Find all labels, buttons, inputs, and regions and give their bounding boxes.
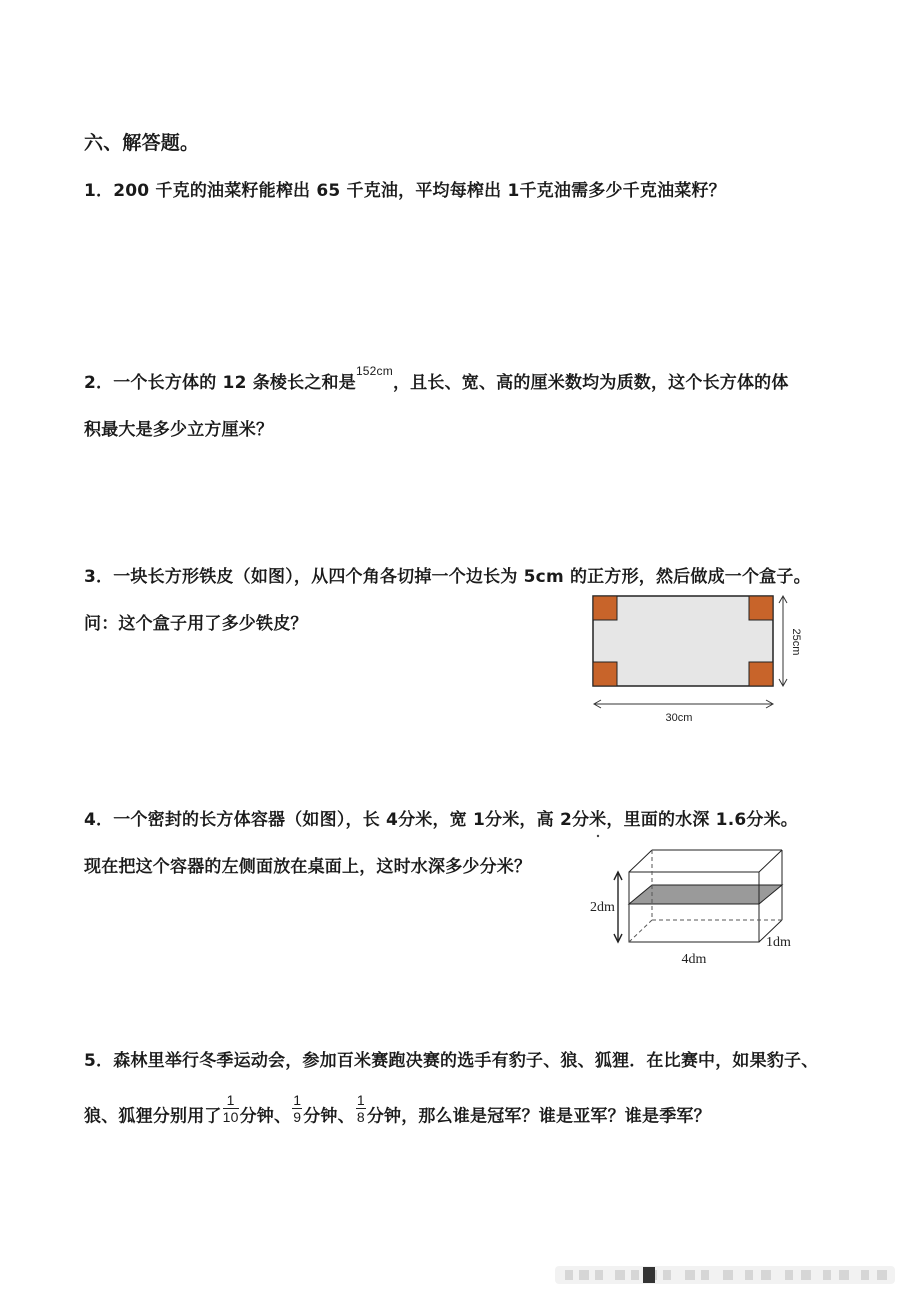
watermark-strip (555, 1262, 900, 1288)
corner-square-bottom-right (749, 662, 773, 686)
height-arrow (614, 872, 622, 942)
width-arrow (594, 700, 773, 708)
question-3-line-2: 问：这个盒子用了多少铁皮？ (84, 614, 308, 634)
iron-sheet-figure (585, 590, 805, 730)
question-2-value: 152cm (355, 364, 393, 378)
question-5-line-1: 5．森林里举行冬季运动会，参加百米赛跑决赛的选手有豹子、狼、狐狸．在比赛中，如果豹子、 (84, 1051, 819, 1071)
question-2-pre: 2．一个长方体的 12 条棱长之和是 (84, 373, 356, 393)
question-5-pre: 狼、狐狸分别用了 (84, 1106, 222, 1127)
question-5-post: 分钟，那么谁是冠军？谁是亚军？谁是季军？ (366, 1106, 711, 1127)
corner-square-bottom-left (593, 662, 617, 686)
question-2-post: ，且长、宽、高的厘米数均为质数，这个长方体的体 (392, 373, 789, 393)
question-1: 1．200 千克的油菜籽能榨出 65 千克油，平均每榨出 1千克油需多少千克油菜籽？ (84, 181, 726, 201)
question-2-line-2: 积最大是多少立方厘米？ (84, 420, 274, 440)
container-figure (585, 830, 810, 970)
fraction-wolf: $\frac{1}{9}$ (293, 1092, 302, 1125)
question-5-line-2: 狼、狐狸分别用了 $\frac{1}{10}$ 分钟、 $\frac{1}{9}$ 分钟、 $\frac{1}{8}$ 分钟，那么谁是冠军？谁是亚军？谁是季军？ (84, 1092, 711, 1127)
question-4-line-1: 4．一个密封的长方体容器（如图），长 4分米，宽 1分米，高 2分米，里面的水深 1.6分米。 (84, 810, 799, 830)
question-2-line-1 (84, 364, 789, 393)
fraction-fox: $\frac{1}{8}$ (356, 1092, 365, 1125)
height-arrow (779, 596, 787, 686)
question-4-line-2: 现在把这个容器的左侧面放在桌面上，这时水深多少分米？ (84, 857, 532, 877)
height-label: 25cm (790, 628, 802, 656)
section-title: 六、解答题。 (84, 132, 200, 154)
height-label: 2dm (590, 900, 615, 915)
iron-sheet (593, 596, 773, 686)
question-3-line-1: 3．一块长方形铁皮（如图），从四个角各切掉一个边长为 5cm 的正方形，然后做成一个盒子。 (84, 567, 811, 587)
corner-square-top-right (749, 596, 773, 620)
width-label: 1dm (766, 935, 791, 950)
stray-dot (597, 835, 599, 837)
length-label: 4dm (681, 952, 707, 967)
width-label: 30cm (665, 712, 693, 724)
corner-square-top-left (593, 596, 617, 620)
fraction-leopard: $\frac{1}{10}$ (222, 1092, 239, 1125)
